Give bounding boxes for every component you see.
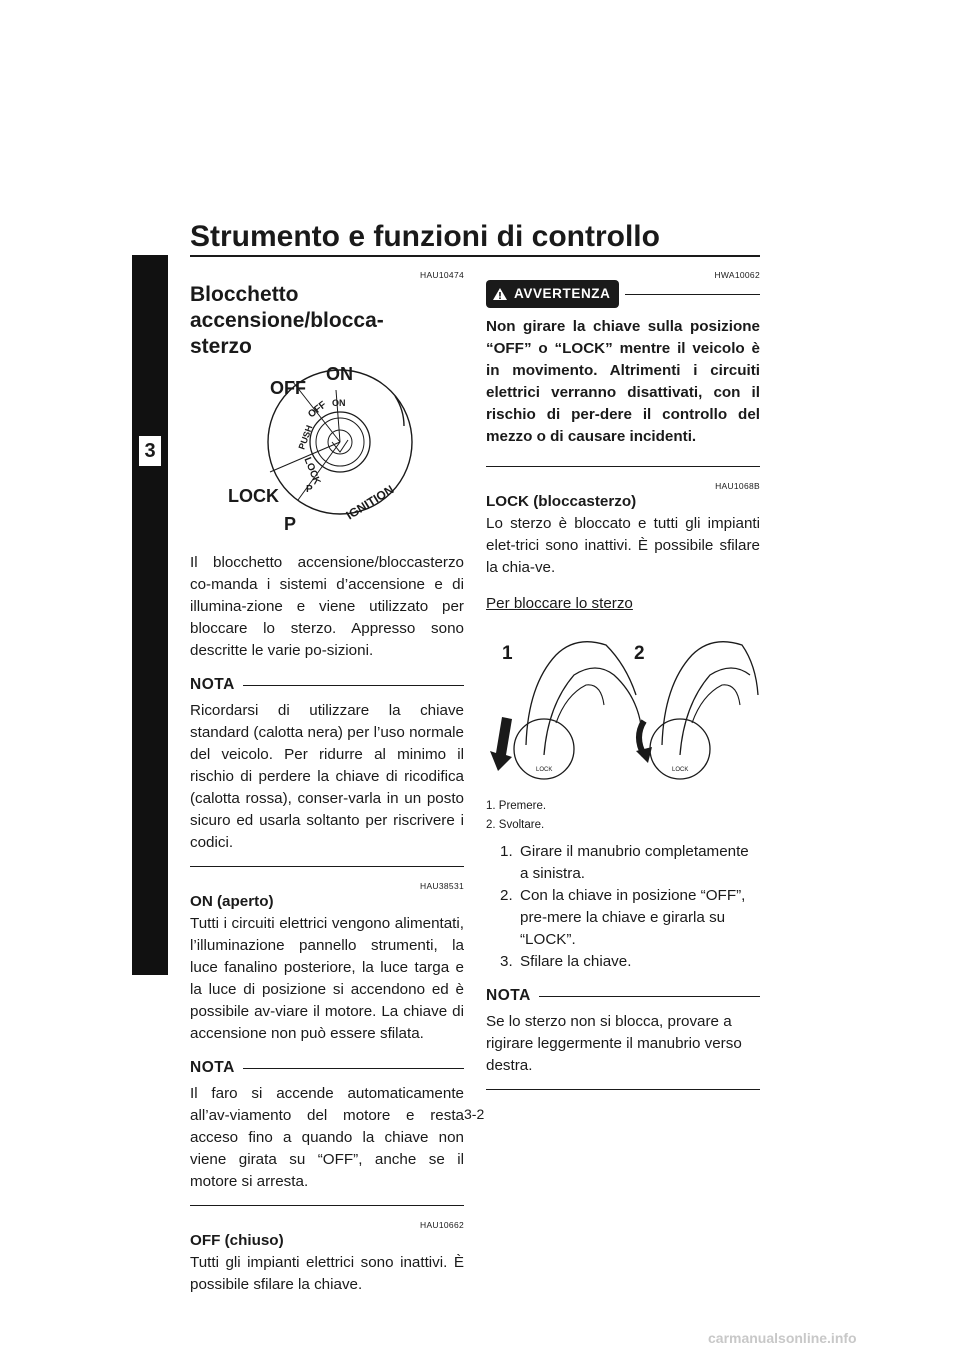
- nota-label: NOTA: [190, 676, 235, 693]
- reference-code: HAU10662: [420, 1220, 464, 1230]
- label-lock-small: LOCK: [301, 455, 323, 487]
- figure-lock-label-left: LOCK: [536, 767, 553, 773]
- figure-label-2: 2: [634, 643, 645, 664]
- label-off-small: OFF: [306, 399, 329, 421]
- step-item: 3. Sfilare la chiave.: [500, 953, 632, 970]
- label-on-big: ON: [326, 364, 353, 384]
- label-p-small: P: [306, 484, 313, 495]
- step-item: 2. Con la chiave in posizione “OFF”, pre-mere la chiave e girarla su “LOCK”.: [500, 887, 746, 948]
- off-heading: OFF (chiuso): [190, 1232, 284, 1249]
- watermark: carmanualsonline.info: [708, 1330, 857, 1346]
- on-heading: ON (aperto): [190, 893, 274, 910]
- procedure-title: Per bloccare lo sterzo: [486, 595, 633, 612]
- intro-paragraph: Il blocchetto accensione/bloccasterzo co-manda i sistemi d’accensione e di illumina-zione e viene utilizzato per bloccare lo sterzo. Appresso sono descritte le varie po-sizioni.: [190, 554, 464, 659]
- page-title: Strumento e funzioni di controllo: [190, 220, 660, 253]
- warning-text: Non girare la chiave sulla posizione “OFF” o “LOCK” mentre il veicolo è in movimento. Altrimenti i circuiti elettrici verranno disattivati, con il rischio di per-dere il controllo del mezzo o di causare incidenti.: [486, 316, 760, 467]
- reference-code: HAU1068B: [715, 481, 760, 491]
- nota-text: Se lo sterzo non si blocca, provare a rigirare leggermente il manubrio verso destra.: [486, 1013, 742, 1074]
- nota-label: NOTA: [486, 987, 531, 1004]
- label-p-big: P: [284, 514, 297, 534]
- caption-1: 1. Premere.: [486, 800, 547, 812]
- left-column: [190, 270, 464, 1296]
- step-item: 1. Girare il manubrio completamente a sinistra.: [500, 843, 749, 882]
- chapter-tab: [132, 255, 168, 975]
- lock-heading: LOCK (bloccasterzo): [486, 493, 637, 510]
- chapter-number: 3: [139, 436, 161, 466]
- on-paragraph: Tutti i circuiti elettrici vengono alimentati, l’illuminazione pannello strumenti, la luce fanalino posteriore, la luce targa e la luce di posizione si accendono ed è possibile av-viare il motore. La chiave di accensione non può essere sfilata.: [190, 915, 464, 1042]
- steering-lock-figure: [486, 625, 760, 791]
- off-paragraph: Tutti gli impianti elettrici sono inattivi. È possibile sfilare la chiave.: [190, 1254, 464, 1293]
- steps-list: [486, 841, 760, 973]
- nota-box-2: [190, 1057, 464, 1206]
- ignition-switch-figure: [190, 360, 464, 538]
- label-ignition: IGNITION: [343, 482, 397, 523]
- reference-code: HWA10062: [714, 270, 760, 280]
- right-column: [486, 270, 760, 1104]
- lock-paragraph: Lo sterzo è bloccato e tutti gli impianti elet-trici sono inattivi. È possibile sfilare la chia-ve.: [486, 515, 760, 576]
- nota-text: Ricordarsi di utilizzare la chiave standard (calotta nera) per l’uso normale del veicolo. Per ridurre al minimo il rischio di perdere la chiave di ricodifica (calotta rossa), conser-varla in un posto sicuro ed usarla soltanto per riscrivere i codici.: [190, 702, 464, 851]
- reference-code: HAU38531: [420, 881, 464, 891]
- label-push: PUSH: [296, 423, 315, 451]
- figure-label-1: 1: [502, 643, 513, 664]
- reference-code: HAU10474: [420, 270, 464, 280]
- nota-text: Il faro si accende automaticamente all’av-viamento del motore e resta acceso fino a quando la chiave non viene girata su “OFF”, anche se il motore si arresta.: [190, 1085, 464, 1190]
- figure-lock-label-right: LOCK: [672, 767, 689, 773]
- nota-header: [486, 985, 760, 1007]
- caption-2: 2. Svoltare.: [486, 819, 545, 831]
- nota-label: NOTA: [190, 1059, 235, 1076]
- warning-badge: [486, 280, 619, 308]
- warning-triangle-icon: [492, 287, 508, 301]
- figure-captions: [486, 797, 760, 835]
- warning-header: [486, 280, 760, 308]
- page-number: 3-2: [464, 1106, 485, 1122]
- nota-box-1: [190, 674, 464, 867]
- nota-header: [190, 1057, 464, 1079]
- warning-label: AVVERTENZA: [514, 286, 611, 301]
- label-off-big: OFF: [270, 378, 306, 398]
- nota-box-3: [486, 985, 760, 1090]
- header-rule: [190, 255, 760, 257]
- label-lock-big: LOCK: [228, 486, 279, 506]
- section-title: Blocchetto accensione/blocca- sterzo: [190, 283, 384, 358]
- nota-header: [190, 674, 464, 696]
- label-on-small: ON: [332, 398, 346, 408]
